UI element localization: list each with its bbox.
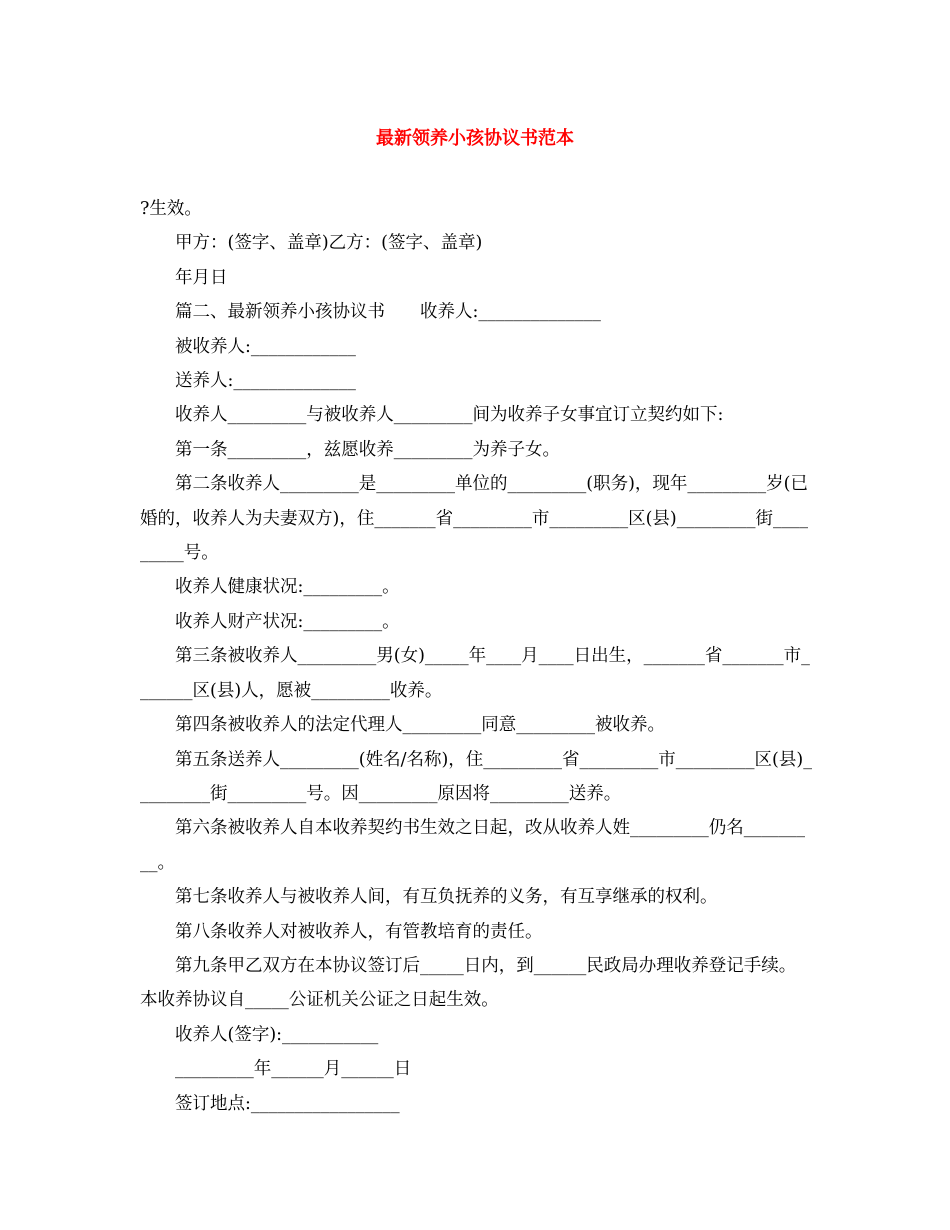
paragraph: 篇二、最新领养小孩协议书 收养人:______________ bbox=[175, 302, 601, 323]
paragraph: 送养人:______________ bbox=[175, 371, 356, 392]
paragraph: 收养人(签字):___________ bbox=[175, 1024, 379, 1045]
document-title: 最新领养小孩协议书范本 bbox=[376, 128, 574, 149]
paragraph: 第五条送养人_________(姓名/名称)，住_________省_________市_________区(县)_________街_________号。因_________原因将_________送养。 bbox=[140, 749, 812, 804]
paragraph: 第二条收养人_________是_________单位的_________(职务)，现年_________岁(已婚的，收养人为夫妻双方)，住_______省_________市_________区(县)_________街_________号。 bbox=[140, 474, 808, 564]
paragraph: 被收养人:____________ bbox=[175, 336, 356, 357]
paragraph: 收养人_________与被收养人_________间为收养子女事宜订立契约如下: bbox=[175, 405, 724, 426]
paragraph: 签订地点:_________________ bbox=[175, 1093, 400, 1114]
paragraph: 第六条被收养人自本收养契约书生效之日起，改从收养人姓_________仍名_________。 bbox=[140, 818, 805, 873]
paragraph: 甲方：(签字、盖章)乙方：(签字、盖章) bbox=[175, 233, 483, 254]
document-body bbox=[140, 192, 812, 1121]
paragraph: 第一条_________，兹愿收养_________为养子女。 bbox=[175, 439, 560, 460]
paragraph: ?生效。 bbox=[140, 199, 202, 219]
paragraph: 收养人财产状况:_________。 bbox=[175, 611, 400, 632]
paragraph: _________年______月______日 bbox=[175, 1059, 412, 1080]
paragraph: 第九条甲乙双方在本协议签订后_____日内，到______民政局办理收养登记手续。本收养协议自_____公证机关公证之日起生效。 bbox=[140, 955, 797, 1011]
paragraph: 收养人健康状况:_________。 bbox=[175, 577, 400, 598]
paragraph: 第七条收养人与被收养人间，有互负抚养的义务，有互享继承的权利。 bbox=[175, 887, 718, 908]
paragraph: 第三条被收养人_________男(女)_____年____月____日出生，_______省_______市_______区(县)人，愿被_________收养。 bbox=[140, 646, 810, 701]
paragraph: 第八条收养人对被收养人，有管教培育的责任。 bbox=[175, 921, 543, 942]
paragraph: 第四条被收养人的法定代理人_________同意_________被收养。 bbox=[175, 715, 665, 736]
paragraph: 年月日 bbox=[175, 267, 228, 288]
